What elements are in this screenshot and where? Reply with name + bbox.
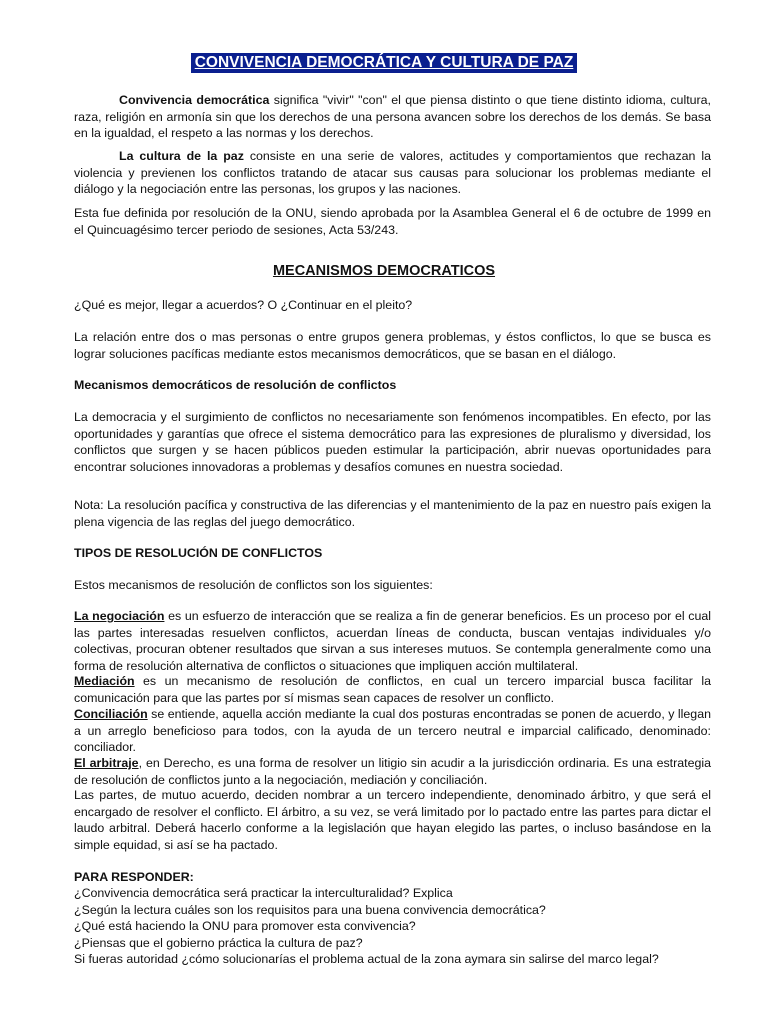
arbitraje-paragraph-2: Las partes, de mutuo acuerdo, deciden nombrar a un tercero independiente, denominado árbitro, y que será el encargado de resolver el conflicto. El árbitro, a su vez, se verá limitado por lo pactado entre las partes para dictar el laudo arbitral. Deberá hacerlo conforme a la legislación que hayan elegido las partes, o incluso basándose en la simple equidad, si así se ha pactado. [74, 788, 711, 852]
mediacion-text: es un mecanismo de resolución de conflictos, en cual un tercero imparcial busca facilitar la comunicación para que las partes por sí mismas sean capaces de resolver un conflicto. [74, 674, 711, 705]
negociacion-text: es un esfuerzo de interacción que se realiza a fin de generar beneficios. Es un proceso por el cual las partes interesadas resuelven conflictos, acuerdan líneas de conducta, buscan ventajas individuales y/o colectivas, procuran obtener resultados que sirvan a sus intereses mutuos. Se contempla generalmente como una forma de resolución alternativa de conflictos o situaciones que impliquen acción multilateral. [74, 609, 711, 673]
intro-text-2: consiste en una serie de valores, actitudes y comportamientos que rechazan la violencia y previenen los conflictos tratando de atacar sus causas para solucionar los problemas mediante el diálogo y la negociación entre las personas, los grupos y las naciones. [74, 149, 711, 197]
question-item: ¿Qué está haciendo la ONU para promover esta convivencia? [74, 919, 416, 934]
tipos-intro: Estos mecanismos de resolución de conflictos son los siguientes: [74, 578, 433, 592]
term-conciliacion: Conciliación [74, 707, 148, 721]
document-title: CONVIVENCIA DEMOCRÁTICA Y CULTURA DE PAZ [191, 53, 578, 73]
heading-para-responder: PARA RESPONDER: [74, 870, 194, 884]
question-item: ¿Según la lectura cuáles son los requisitos para una buena convivencia democrática? [74, 902, 546, 917]
intro-paragraph-1 [74, 92, 711, 142]
arbitraje-text: , en Derecho, es una forma de resolver un litigio sin acudir a la jurisdicción ordinaria. Es una estrategia de resolución de conflictos junto a la negociación, mediación y conciliación. [74, 756, 712, 787]
question-line: ¿Qué es mejor, llegar a acuerdos? O ¿Continuar en el pleito? [74, 298, 413, 312]
questions-list [74, 885, 711, 968]
term-convivencia: Convivencia democrática [119, 93, 270, 107]
mecanismos-paragraph-1: La relación entre dos o mas personas o entre grupos genera problemas, y éstos conflictos, lo que se busca es lograr soluciones pacíficas mediante estos mecanismos democráticos, que se basan en el diálogo. [74, 330, 711, 361]
term-negociacion: La negociación [74, 609, 165, 623]
mediacion-paragraph [74, 673, 711, 706]
question-item: ¿Convivencia democrática será practicar la interculturalidad? Explica [74, 886, 453, 900]
mecanismos-paragraph-2: La democracia y el surgimiento de conflictos no necesariamente son fenómenos incompatibles. En efecto, por las oportunidades y garantías que ofrece el sistema democrático para las expresiones de pluralismo y diversidad, los conflictos que surgen y se hacen públicos pueden estimular la participación, abrir nuevas oportunidades para encontrar soluciones innovadoras a problemas y desafíos comunes en nuestra sociedad. [74, 410, 711, 474]
conciliacion-paragraph [74, 706, 711, 756]
intro-paragraph-2 [74, 148, 711, 198]
subheading-mecanismos-resolucion: Mecanismos democráticos de resolución de conflictos [74, 378, 397, 392]
question-item: ¿Piensas que el gobierno práctica la cultura de paz? [74, 935, 363, 950]
intro-paragraph-3: Esta fue definida por resolución de la ONU, siendo aprobada por la Asamblea General el 6 de octubre de 1999 en el Quincuagésimo tercer periodo de sesiones, Acta 53/243. [74, 206, 711, 237]
term-cultura-paz: La cultura de la paz [119, 149, 244, 163]
conciliacion-text: se entiende, aquella acción mediante la cual dos posturas encontradas se ponen de acuerdo, y llegan a un arreglo beneficioso para todos, con la ayuda de un tercero neutral e imparcial calificado, denominado: conciliador. [74, 707, 711, 755]
heading-tipos: TIPOS DE RESOLUCIÓN DE CONFLICTOS [74, 546, 323, 560]
heading-mecanismos: MECANISMOS DEMOCRATICOS [272, 263, 496, 279]
title-wrap [0, 53, 768, 73]
intro-text-1: significa "vivir" "con" el que piensa distinto o que tiene distinto idioma, cultura, raza, religión en armonía sin que los derechos de una persona avancen sobre los derechos de los demás. Se basa en la igualdad, el respeto a las normas y los derechos. [74, 93, 711, 141]
arbitraje-paragraph [74, 755, 711, 788]
negociacion-paragraph [74, 608, 711, 674]
nota-paragraph: Nota: La resolución pacífica y constructiva de las diferencias y el mantenimiento de la paz en nuestro país exigen la plena vigencia de las reglas del juego democrático. [74, 498, 711, 529]
term-arbitraje: El arbitraje [74, 756, 139, 770]
question-item: Si fueras autoridad ¿cómo solucionarías el problema actual de la zona aymara sin salirse del marco legal? [74, 952, 659, 967]
term-mediacion: Mediación [74, 674, 135, 688]
